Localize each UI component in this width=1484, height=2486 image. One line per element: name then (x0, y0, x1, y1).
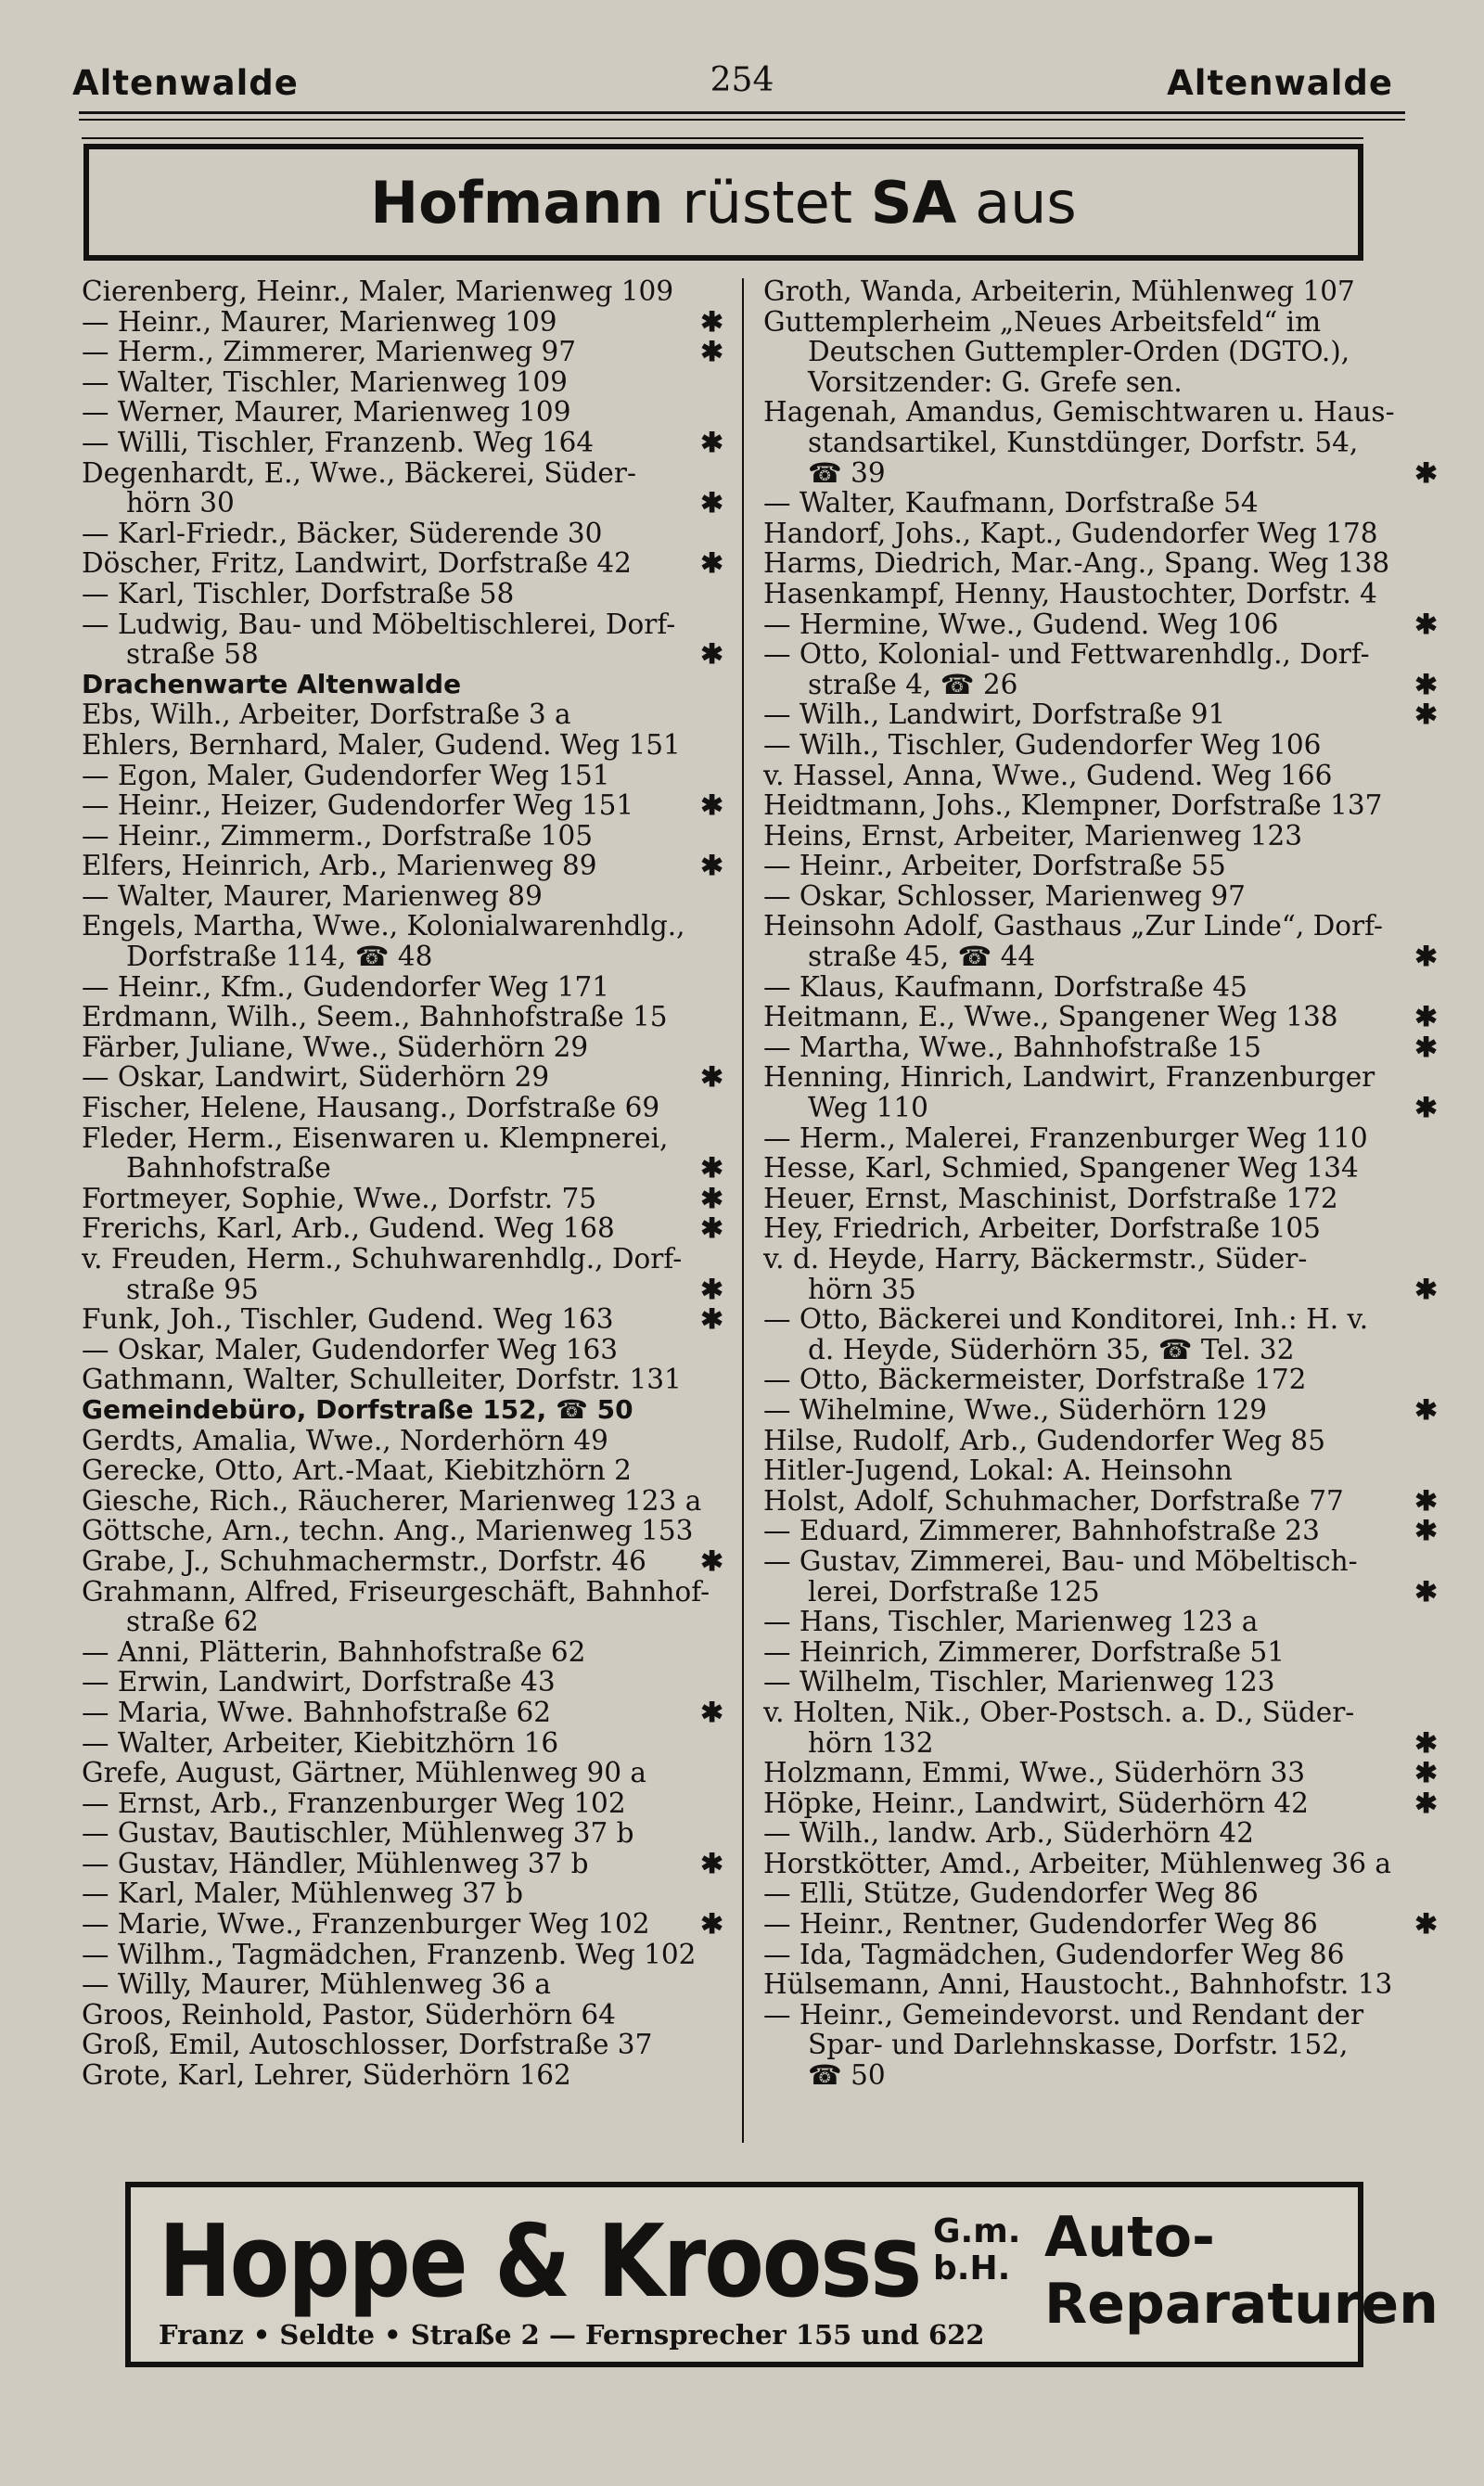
asterisk-icon: ✱ (1414, 1756, 1438, 1789)
asterisk-icon: ✱ (1414, 667, 1438, 700)
header-rule-lower (82, 137, 1363, 139)
directory-entry (82, 304, 731, 338)
directory-entry (763, 428, 1445, 458)
directory-entry (82, 1940, 731, 1970)
directory-entry (82, 670, 731, 700)
directory-entry (82, 1758, 731, 1788)
entry-text: — Wilh., Tischler, Gudendorfer Weg 106 (763, 728, 1322, 761)
entry-text: Fischer, Helene, Hausang., Dorfstraße 69 (82, 1092, 660, 1124)
entry-text: straße 45, ☎ 44 (808, 941, 1036, 973)
entry-text: — Walter, Tischler, Marienweg 109 (82, 365, 568, 398)
directory-entry (82, 730, 731, 761)
directory-entry (82, 1272, 731, 1305)
entry-text: — Wilh., Landwirt, Dorfstraße 91 (763, 698, 1226, 731)
directory-entry (82, 397, 731, 428)
entry-text: — Heinr., Maurer, Marienweg 109 (82, 305, 557, 338)
directory-entry (82, 1486, 731, 1517)
entry-text: — Heinr., Arbeiter, Dorfstraße 55 (763, 850, 1226, 882)
entry-text: — Heinr., Gemeindevorst. und Rendant der (763, 1998, 1364, 2031)
entry-text: — Ernst, Arb., Franzenburger Weg 102 (82, 1787, 626, 1819)
entry-text: Erdmann, Wilh., Seem., Bahnhofstraße 15 (82, 1001, 668, 1033)
entry-text: Heinsohn Adolf, Gasthaus „Zur Linde“, Dorf- (763, 910, 1383, 942)
directory-entry (82, 1304, 731, 1335)
directory-entry (763, 1637, 1445, 1668)
directory-entry (82, 1818, 731, 1849)
directory-entry (763, 307, 1445, 338)
entry-text: — Ida, Tagmädchen, Gudendorfer Weg 86 (763, 1938, 1345, 1970)
entry-text: — Gustav, Zimmerei, Bau- und Möbeltisch- (763, 1544, 1358, 1577)
asterisk-icon: ✱ (700, 1151, 723, 1185)
directory-entry (763, 1969, 1445, 2000)
directory-entry (763, 1272, 1445, 1305)
ad-address: Franz • Seldte • Straße 2 — Fernsprecher 155 und 622 (159, 2319, 985, 2351)
entry-text: Frerichs, Karl, Arb., Gudend. Weg 168 (82, 1212, 615, 1245)
right-column (763, 276, 1445, 2091)
entry-text: Weg 110 (808, 1092, 928, 1124)
ad-service (1044, 2204, 1439, 2338)
asterisk-icon: ✱ (700, 425, 723, 458)
entry-text: — Herm., Malerei, Franzenburger Weg 110 (763, 1121, 1368, 1154)
asterisk-icon: ✱ (1414, 698, 1438, 731)
ad-gmbh-top: G.m. (933, 2212, 1021, 2250)
directory-entry (763, 1032, 1445, 1063)
entry-text: Fortmeyer, Sophie, Wwe., Dorfstr. 75 (82, 1182, 596, 1214)
directory-entry (763, 699, 1445, 730)
directory-entry (763, 667, 1445, 700)
directory-entry (763, 1123, 1445, 1154)
directory-entry (82, 276, 731, 307)
entry-text: hörn 132 (808, 1726, 934, 1759)
entry-text: — Karl, Maler, Mühlenweg 37 b (82, 1877, 523, 1910)
entry-text: — Gustav, Bautischler, Mühlenweg 37 b (82, 1817, 634, 1850)
directory-entry (82, 1244, 731, 1275)
directory-entry (82, 1365, 731, 1395)
entry-text: — Walter, Maurer, Marienweg 89 (82, 879, 543, 912)
asterisk-icon: ✱ (700, 788, 723, 822)
directory-entry (763, 1940, 1445, 1970)
entry-text: Groß, Emil, Autoschlosser, Dorfstraße 37 (82, 2029, 653, 2061)
entry-text: Ebs, Wilh., Arbeiter, Dorfstraße 3 a (82, 698, 571, 731)
ad-company-form (933, 2213, 1020, 2287)
directory-entry (82, 851, 731, 881)
directory-entry (82, 911, 731, 942)
entry-text: — Willi, Tischler, Franzenb. Weg 164 (82, 426, 595, 458)
directory-entry (763, 972, 1445, 1003)
entry-text: Hagenah, Amandus, Gemischtwaren u. Haus- (763, 396, 1395, 429)
entry-text: Elfers, Heinrich, Arb., Marienweg 89 (82, 850, 597, 882)
directory-entry (82, 1577, 731, 1608)
asterisk-icon: ✱ (1414, 1000, 1438, 1033)
entry-text: — Karl, Tischler, Dorfstraße 58 (82, 577, 515, 609)
entry-text: — Wilhelm, Tischler, Marienweg 123 (763, 1666, 1275, 1698)
asterisk-icon: ✱ (1414, 940, 1438, 973)
entry-text: Henning, Hinrich, Landwirt, Franzenburger (763, 1061, 1375, 1094)
entry-text: Gerdts, Amalia, Wwe., Norderhörn 49 (82, 1424, 608, 1456)
entry-text: — Otto, Bäckermeister, Dorfstraße 172 (763, 1364, 1307, 1396)
ad-gmbh-bottom: b.H. (933, 2249, 1011, 2287)
banner-name: Hofmann (370, 168, 664, 237)
ad-company-name: Hoppe & Krooss (159, 2204, 921, 2321)
directory-entry (82, 337, 731, 367)
entry-text: — Heinr., Rentner, Gudendorfer Weg 86 (763, 1908, 1318, 1941)
entry-text: — Martha, Wwe., Bahnhofstraße 15 (763, 1031, 1261, 1063)
directory-entry (82, 1002, 731, 1032)
directory-entry (763, 911, 1445, 942)
entry-text: v. Freuden, Herm., Schuhwarenhdlg., Dorf- (82, 1243, 683, 1275)
entry-text: Drachenwarte Altenwalde (82, 668, 462, 699)
directory-entry (763, 1483, 1445, 1517)
entry-text: — Maria, Wwe. Bahnhofstraße 62 (82, 1696, 552, 1728)
entry-text: Gerecke, Otto, Art.-Maat, Kiebitzhörn 2 (82, 1454, 632, 1487)
entry-text: standsartikel, Kunstdünger, Dorfstr. 54, (808, 426, 1359, 458)
asterisk-icon: ✱ (1414, 1091, 1438, 1124)
asterisk-icon: ✱ (700, 335, 723, 368)
directory-entry (763, 1304, 1445, 1335)
asterisk-icon: ✱ (700, 637, 723, 671)
directory-entry (82, 2000, 731, 2031)
entry-text: Heitmann, E., Wwe., Spangener Weg 138 (763, 1001, 1338, 1033)
directory-entry (763, 942, 1445, 972)
entry-text: Hitler-Jugend, Lokal: A. Heinsohn (763, 1454, 1233, 1487)
entry-text: Höpke, Heinr., Landwirt, Süderhörn 42 (763, 1787, 1309, 1819)
directory-entry (82, 761, 731, 791)
advertisement-bottom (125, 2182, 1439, 2367)
ad-service-line2: Reparaturen (1044, 2272, 1439, 2337)
directory-entry (763, 1455, 1445, 1486)
asterisk-icon: ✱ (1414, 1907, 1438, 1941)
directory-entry (82, 790, 731, 821)
directory-entry (763, 639, 1445, 670)
directory-entry (763, 1213, 1445, 1244)
entry-text: — Gustav, Händler, Mühlenweg 37 b (82, 1847, 589, 1879)
entry-text: Grabe, J., Schuhmachermstr., Dorfstr. 46 (82, 1544, 646, 1577)
directory-entry (82, 1695, 731, 1728)
entry-text: — Eduard, Zimmerer, Bahnhofstraße 23 (763, 1515, 1320, 1547)
header-left: Altenwalde (72, 63, 299, 103)
directory-entry (763, 761, 1445, 791)
page-number: 254 (710, 61, 774, 99)
directory-entry (82, 519, 731, 549)
directory-entry (82, 579, 731, 609)
entry-text: — Heinrich, Zimmerer, Dorfstraße 51 (763, 1635, 1286, 1668)
entry-text: Färber, Juliane, Wwe., Süderhörn 29 (82, 1031, 589, 1063)
entry-text: Gemeindebüro, Dorfstraße 152, ☎ 50 (82, 1393, 633, 1425)
asterisk-icon: ✱ (1414, 607, 1438, 640)
entry-text: — Anni, Plätterin, Bahnhofstraße 62 (82, 1635, 586, 1668)
entry-text: Hesse, Karl, Schmied, Spangener Weg 134 (763, 1152, 1359, 1185)
directory-entry (763, 851, 1445, 881)
entry-text: v. d. Heyde, Harry, Bäckermstr., Süder- (763, 1243, 1308, 1275)
directory-entry (82, 1878, 731, 1909)
entry-text: straße 62 (126, 1606, 259, 1638)
entry-text: — Heinr., Kfm., Gudendorfer Weg 171 (82, 970, 609, 1003)
asterisk-icon: ✱ (700, 1544, 723, 1577)
directory-entry (763, 1062, 1445, 1093)
directory-entry (763, 1725, 1445, 1759)
entry-text: Groth, Wanda, Arbeiterin, Mühlenweg 107 (763, 276, 1355, 307)
asterisk-icon: ✱ (1414, 1786, 1438, 1819)
entry-text: — Otto, Bäckerei und Konditorei, Inh.: H. v. (763, 1303, 1369, 1336)
entry-text: — Oskar, Schlosser, Marienweg 97 (763, 879, 1246, 912)
entry-text: Spar- und Darlehnskasse, Dorfstr. 152, (808, 2029, 1349, 2061)
directory-entry (82, 1032, 731, 1063)
header-rule (79, 111, 1405, 114)
banner-abbr: SA (870, 168, 957, 237)
directory-entry (763, 1698, 1445, 1728)
asterisk-icon: ✱ (700, 849, 723, 882)
directory-entry (763, 881, 1445, 912)
directory-entry (82, 1153, 731, 1184)
directory-entry (82, 425, 731, 458)
entry-text: straße 4, ☎ 26 (808, 668, 1018, 700)
directory-entry (82, 548, 731, 579)
directory-entry (763, 1426, 1445, 1456)
entry-text: — Walter, Arbeiter, Kiebitzhörn 16 (82, 1726, 559, 1759)
entry-text: Engels, Martha, Wwe., Kolonialwarenhdlg., (82, 910, 685, 942)
directory-entry (763, 276, 1445, 307)
directory-entry (763, 790, 1445, 821)
banner-suffix: aus (975, 168, 1077, 237)
directory-entry (763, 1878, 1445, 1909)
entry-text: Vorsitzender: G. Grefe sen. (808, 365, 1183, 398)
entry-text: straße 58 (126, 638, 259, 671)
entry-text: Horstkötter, Amd., Arbeiter, Mühlenweg 36 a (763, 1847, 1391, 1879)
asterisk-icon: ✱ (700, 1302, 723, 1336)
directory-entry (763, 548, 1445, 579)
entry-text: straße 95 (126, 1273, 259, 1305)
entry-text: — Elli, Stütze, Gudendorfer Weg 86 (763, 1877, 1259, 1910)
directory-entry (763, 1574, 1445, 1608)
directory-entry (763, 1607, 1445, 1637)
entry-text: — Werner, Maurer, Marienweg 109 (82, 396, 571, 429)
entry-text: — Otto, Kolonial- und Fettwarenhdlg., Dorf- (763, 638, 1370, 671)
directory-entry (763, 2000, 1445, 2031)
entry-text: Giesche, Rich., Räucherer, Marienweg 123 a (82, 1484, 702, 1517)
directory-entry (82, 942, 731, 972)
directory-entry (82, 1062, 731, 1093)
entry-text: Heidtmann, Johs., Klempner, Dorfstraße 137 (763, 789, 1383, 822)
entry-text: Hilse, Rudolf, Arb., Gudendorfer Weg 85 (763, 1424, 1325, 1456)
directory-entry (763, 1002, 1445, 1032)
asterisk-icon: ✱ (700, 1181, 723, 1214)
directory-entry (763, 1244, 1445, 1275)
directory-entry (82, 1969, 731, 2000)
directory-entry (763, 397, 1445, 428)
entry-text: Funk, Joh., Tischler, Gudend. Weg 163 (82, 1303, 614, 1336)
directory-entry (763, 1849, 1445, 1879)
directory-entry (82, 881, 731, 912)
asterisk-icon: ✱ (1414, 1483, 1438, 1517)
directory-entry (763, 488, 1445, 519)
directory-entry (763, 1758, 1445, 1788)
asterisk-icon: ✱ (700, 1695, 723, 1728)
asterisk-icon: ✱ (1414, 1030, 1438, 1063)
directory-entry (763, 821, 1445, 852)
directory-entry (763, 1818, 1445, 1849)
entry-text: Ehlers, Bernhard, Maler, Gudend. Weg 151 (82, 728, 681, 761)
entry-text: v. Hassel, Anna, Wwe., Gudend. Weg 166 (763, 759, 1333, 791)
entry-text: Deutschen Guttempler-Orden (DGTO.), (808, 336, 1350, 368)
asterisk-icon: ✱ (1414, 1272, 1438, 1305)
entry-text: d. Heyde, Süderhörn 35, ☎ Tel. 32 (808, 1333, 1295, 1365)
directory-entry (82, 1667, 731, 1698)
entry-text: Guttemplerheim „Neues Arbeitsfeld“ im (763, 305, 1322, 338)
entry-text: Grahmann, Alfred, Friseurgeschäft, Bahnhof- (82, 1575, 710, 1608)
entry-text: — Egon, Maler, Gudendorfer Weg 151 (82, 759, 610, 791)
directory-entry (82, 609, 731, 640)
entry-text: hörn 30 (126, 487, 235, 519)
directory-entry (82, 1788, 731, 1819)
entry-text: Fleder, Herm., Eisenwaren u. Klempnerei, (82, 1121, 669, 1154)
directory-entry (763, 609, 1445, 640)
entry-text: Grote, Karl, Lehrer, Süderhörn 162 (82, 2059, 571, 2092)
directory-entry (763, 1667, 1445, 1698)
asterisk-icon: ✱ (700, 304, 723, 338)
directory-entry (763, 367, 1445, 398)
directory-entry (763, 455, 1445, 489)
directory-entry (763, 1093, 1445, 1123)
entry-text: Göttsche, Arn., techn. Ang., Marienweg 153 (82, 1515, 694, 1547)
entry-text: — Heinr., Zimmerm., Dorfstraße 105 (82, 819, 593, 852)
entry-text: Degenhardt, E., Wwe., Bäckerei, Süder- (82, 456, 636, 489)
directory-entry (82, 1123, 731, 1154)
directory-entry (763, 1392, 1445, 1426)
asterisk-icon: ✱ (1414, 1725, 1438, 1759)
directory-entry (763, 730, 1445, 761)
directory-entry (82, 1213, 731, 1244)
header-right: Altenwalde (1167, 63, 1393, 103)
directory-entry (763, 1546, 1445, 1577)
directory-entry (82, 1637, 731, 1668)
entry-text: — Oskar, Maler, Gudendorfer Weg 163 (82, 1333, 619, 1365)
directory-entry (763, 1788, 1445, 1819)
asterisk-icon: ✱ (700, 486, 723, 519)
directory-entry (82, 699, 731, 730)
advertisement-banner-top (83, 144, 1363, 261)
entry-text: — Wilh., landw. Arb., Süderhörn 42 (763, 1817, 1254, 1850)
entry-text: — Hans, Tischler, Marienweg 123 a (763, 1606, 1259, 1638)
asterisk-icon: ✱ (1414, 1392, 1438, 1426)
left-column (82, 276, 731, 2091)
directory-entry (82, 1335, 731, 1365)
directory-entry (763, 519, 1445, 549)
entry-text: — Oskar, Landwirt, Süderhörn 29 (82, 1061, 550, 1094)
directory-entry (82, 1909, 731, 1940)
banner-verb: rüstet (682, 168, 853, 237)
directory-entry (82, 2060, 731, 2091)
entry-text: — Herm., Zimmerer, Marienweg 97 (82, 336, 577, 368)
directory-entry (82, 1181, 731, 1214)
entry-text: Dorfstraße 114, ☎ 48 (126, 941, 433, 973)
entry-text: hörn 35 (808, 1273, 916, 1305)
directory-entry (82, 1426, 731, 1456)
entry-text: Holzmann, Emmi, Wwe., Süderhörn 33 (763, 1757, 1306, 1789)
directory-entry (82, 1607, 731, 1637)
directory-entry (763, 1184, 1445, 1214)
directory-entry (82, 458, 731, 489)
entry-text: — Hermine, Wwe., Gudend. Weg 106 (763, 608, 1279, 640)
directory-entry (763, 2060, 1445, 2091)
entry-text: — Walter, Kaufmann, Dorfstraße 54 (763, 487, 1259, 519)
directory-entry (82, 1546, 731, 1577)
directory-entry (82, 1516, 731, 1546)
directory-entry (82, 488, 731, 519)
asterisk-icon: ✱ (700, 1211, 723, 1245)
asterisk-icon: ✱ (700, 1060, 723, 1094)
entry-text: — Willy, Maurer, Mühlenweg 36 a (82, 1968, 552, 2001)
entry-text: Handorf, Johs., Kapt., Gudendorfer Weg 178 (763, 517, 1378, 549)
directory-entry (763, 1335, 1445, 1365)
entry-text: Hülsemann, Anni, Haustocht., Bahnhofstr. 13 (763, 1968, 1393, 2001)
directory-entry (82, 821, 731, 852)
entry-text: Heins, Ernst, Arbeiter, Marienweg 123 (763, 819, 1303, 852)
entry-text: — Karl-Friedr., Bäcker, Süderende 30 (82, 517, 603, 549)
entry-text: Heuer, Ernst, Maschinist, Dorfstraße 172 (763, 1182, 1338, 1214)
entry-text: Döscher, Fritz, Landwirt, Dorfstraße 42 (82, 547, 632, 580)
directory-entry (82, 1728, 731, 1759)
asterisk-icon: ✱ (1414, 1574, 1438, 1608)
entry-text: — Klaus, Kaufmann, Dorfstraße 45 (763, 970, 1247, 1003)
directory-entry (82, 1455, 731, 1486)
directory-entry (763, 1516, 1445, 1546)
entry-text: ☎ 39 (808, 456, 886, 489)
asterisk-icon: ✱ (700, 1846, 723, 1879)
entry-text: v. Holten, Nik., Ober-Postsch. a. D., Süder- (763, 1696, 1355, 1728)
directory-entry (763, 1909, 1445, 1940)
asterisk-icon: ✱ (700, 1907, 723, 1941)
header-rule-thin (79, 119, 1405, 121)
directory-entry (82, 2030, 731, 2060)
directory-entry (82, 1093, 731, 1123)
asterisk-icon: ✱ (700, 1272, 723, 1305)
entry-text: — Erwin, Landwirt, Dorfstraße 43 (82, 1666, 556, 1698)
directory-entry (82, 1395, 731, 1426)
entry-text: — Wilhm., Tagmädchen, Franzenb. Weg 102 (82, 1938, 697, 1970)
entry-text: — Heinr., Heizer, Gudendorfer Weg 151 (82, 789, 634, 822)
directory-entry (763, 1365, 1445, 1395)
entry-text: Hasenkampf, Henny, Haustochter, Dorfstr. 4 (763, 577, 1377, 609)
directory-entry (82, 1846, 731, 1879)
entry-text: Cierenberg, Heinr., Maler, Marienweg 109 (82, 276, 674, 307)
asterisk-icon: ✱ (700, 546, 723, 580)
entry-text: — Wihelmine, Wwe., Süderhörn 129 (763, 1393, 1267, 1426)
entry-text: Hey, Friedrich, Arbeiter, Dorfstraße 105 (763, 1212, 1321, 1245)
asterisk-icon: ✱ (1414, 1514, 1438, 1547)
directory-entry (763, 579, 1445, 609)
asterisk-icon: ✱ (1414, 455, 1438, 489)
entry-text: Harms, Diedrich, Mar.-Ang., Spang. Weg 138 (763, 547, 1390, 580)
entry-text: — Marie, Wwe., Franzenburger Weg 102 (82, 1908, 650, 1941)
entry-text: Grefe, August, Gärtner, Mühlenweg 90 a (82, 1757, 646, 1789)
entry-text: — Ludwig, Bau- und Möbeltischlerei, Dorf- (82, 608, 676, 640)
entry-text: Groos, Reinhold, Pastor, Süderhörn 64 (82, 1998, 616, 2031)
entry-text: Gathmann, Walter, Schulleiter, Dorfstr. 131 (82, 1364, 682, 1396)
column-divider (742, 278, 744, 2143)
directory-entry (82, 639, 731, 670)
directory-entry (763, 1153, 1445, 1184)
entry-text: ☎ 50 (808, 2059, 886, 2092)
entry-text: Holst, Adolf, Schuhmacher, Dorfstraße 77 (763, 1484, 1344, 1517)
ad-service-line1: Auto- (1044, 2205, 1215, 2270)
directory-entry (82, 972, 731, 1003)
directory-entry (82, 367, 731, 398)
entry-text: Bahnhofstraße (126, 1152, 331, 1185)
directory-entry (763, 2030, 1445, 2060)
directory-entry (763, 337, 1445, 367)
entry-text: lerei, Dorfstraße 125 (808, 1575, 1100, 1608)
